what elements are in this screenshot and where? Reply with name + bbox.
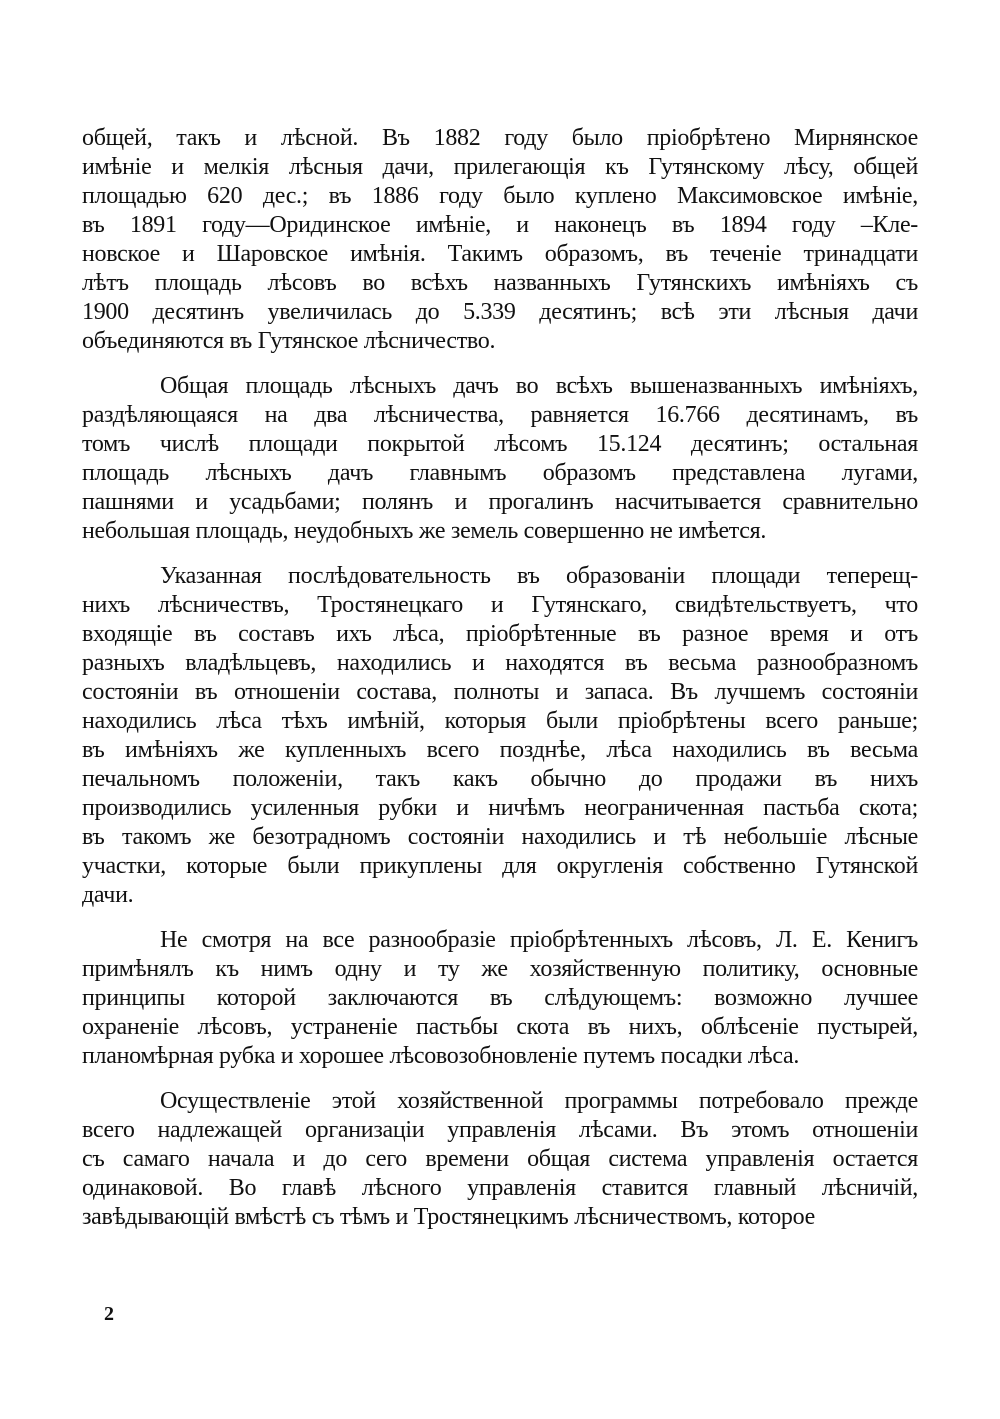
text-line: планомѣрная рубка и хорошее лѣсовозобновленіе путемъ посадки лѣса.	[82, 1043, 800, 1069]
paragraph	[82, 372, 918, 546]
text-line: Указанная послѣдовательность въ образованіи площади теперещ-	[160, 563, 918, 589]
text-line: принципы которой заключаются въ слѣдующемъ: возможно лучшее	[82, 985, 918, 1011]
paragraph	[82, 124, 918, 356]
text-line: разныхъ владѣльцевъ, находились и находятся въ весьма разнообразномъ	[82, 650, 918, 676]
text-line: объединяются въ Гутянское лѣсничество.	[82, 328, 496, 354]
text-line: имѣніе и мелкія лѣсныя дачи, прилегающія къ Гутянскому лѣсу, общей	[82, 154, 918, 180]
page-number: 2	[104, 1303, 114, 1325]
text-line: охраненіе лѣсовъ, устраненіе пастьбы скота въ нихъ, облѣсеніе пустырей,	[82, 1014, 918, 1040]
text-line: примѣнялъ къ нимъ одну и ту же хозяйственную политику, основные	[82, 956, 918, 982]
text-line: общей, такъ и лѣсной. Въ 1882 году было пріобрѣтено Мирнянское	[82, 125, 918, 151]
paragraph	[82, 562, 918, 910]
text-line: пашнями и усадьбами; полянъ и прогалинъ насчитывается сравнительно	[82, 489, 918, 515]
text-line: въ имѣніяхъ же купленныхъ всего позднѣе, лѣса находились въ весьма	[82, 737, 918, 763]
text-line: новское и Шаровское имѣнія. Такимъ образомъ, въ теченіе тринадцати	[82, 241, 918, 267]
text-line: въ 1891 году—Оридинское имѣніе, и наконецъ въ 1894 году –Кле-	[82, 212, 918, 238]
text-line: одинаковой. Во главѣ лѣсного управленія ставится главный лѣсничій,	[82, 1175, 918, 1201]
page-body	[82, 124, 918, 1248]
text-line: печальномъ положеніи, такъ какъ обычно до продажи въ нихъ	[82, 766, 918, 792]
text-line: лѣтъ площадь лѣсовъ во всѣхъ названныхъ Гутянскихъ имѣніяхъ съ	[82, 270, 918, 296]
text-line: Общая площадь лѣсныхъ дачъ во всѣхъ вышеназванныхъ имѣніяхъ,	[160, 373, 918, 399]
text-line: площадь лѣсныхъ дачъ главнымъ образомъ представлена лугами,	[82, 460, 918, 486]
text-line: всего надлежащей организаціи управленія лѣсами. Въ этомъ отношеніи	[82, 1117, 918, 1143]
text-line: томъ числѣ площади покрытой лѣсомъ 15.124 десятинъ; остальная	[82, 431, 918, 457]
text-line: участки, которые были прикуплены для округленія собственно Гутянской	[82, 853, 918, 879]
paragraph	[82, 926, 918, 1071]
text-line: небольшая площадь, неудобныхъ же земель совершенно не имѣется.	[82, 518, 767, 544]
text-line: въ такомъ же безотрадномъ состояніи находились и тѣ небольшіе лѣсные	[82, 824, 918, 850]
text-line: площадью 620 дес.; въ 1886 году было куплено Максимовское имѣніе,	[82, 183, 918, 209]
paragraph	[82, 1087, 918, 1232]
text-line: производились усиленныя рубки и ничѣмъ неограниченная пастьба скота;	[82, 795, 918, 821]
text-line: входящіе въ составъ ихъ лѣса, пріобрѣтенные въ разное время и отъ	[82, 621, 918, 647]
text-line: раздѣляющаяся на два лѣсничества, равняется 16.766 десятинамъ, въ	[82, 402, 918, 428]
text-line: дачи.	[82, 882, 134, 908]
text-line: съ самаго начала и до сего времени общая система управленія остается	[82, 1146, 918, 1172]
text-line: Не смотря на все разнообразіе пріобрѣтенныхъ лѣсовъ, Л. Е. Кенигъ	[160, 927, 918, 953]
text-line: завѣдывающій вмѣстѣ съ тѣмъ и Тростянецкимъ лѣсничествомъ, которое	[82, 1204, 815, 1230]
text-line: нихъ лѣсничествъ, Тростянецкаго и Гутянскаго, свидѣтельствуетъ, что	[82, 592, 918, 618]
text-line: находились лѣса тѣхъ имѣній, которыя были пріобрѣтены всего раньше;	[82, 708, 918, 734]
text-line: Осуществленіе этой хозяйственной программы потребовало прежде	[160, 1088, 918, 1114]
text-line: состояніи въ отношеніи состава, полноты и запаса. Въ лучшемъ состояніи	[82, 679, 918, 705]
text-line: 1900 десятинъ увеличилась до 5.339 десятинъ; всѣ эти лѣсныя дачи	[82, 299, 918, 325]
